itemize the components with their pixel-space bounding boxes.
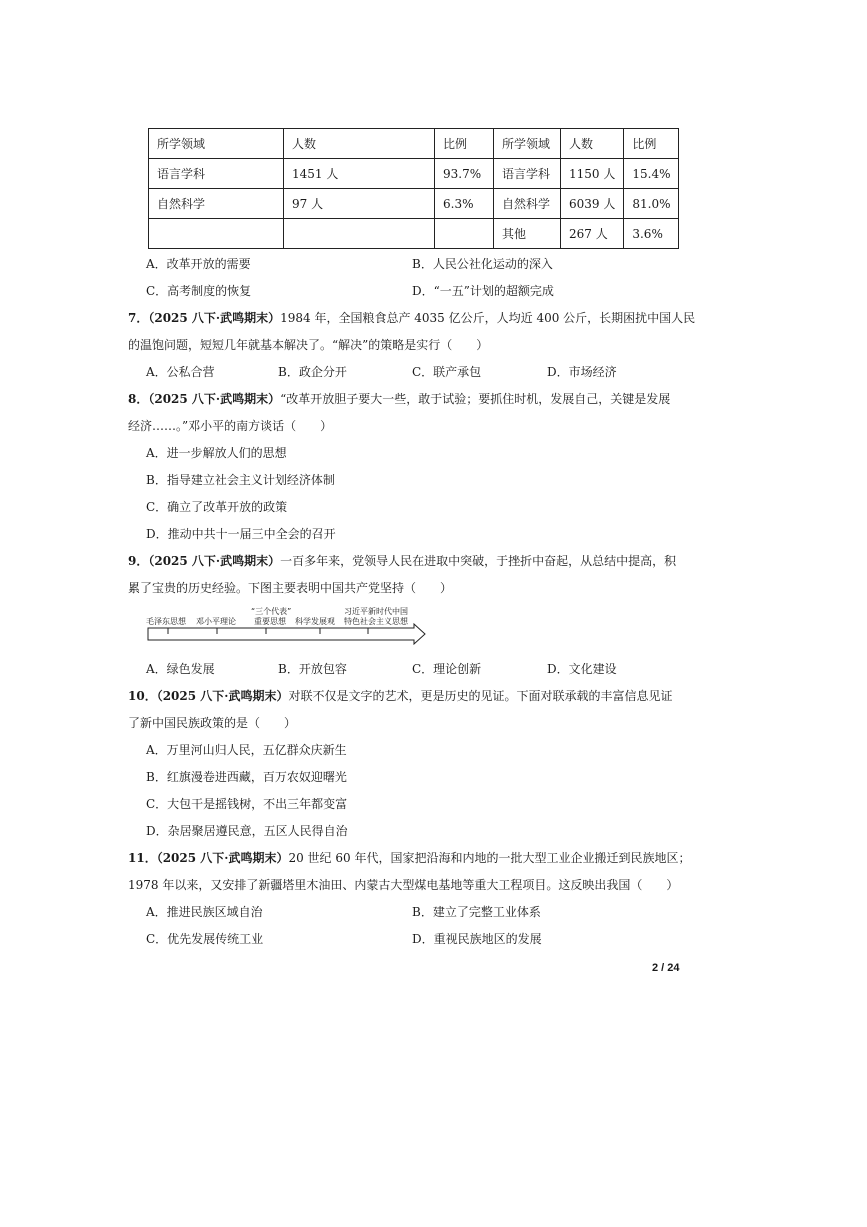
table-cell: 15.4% [624, 159, 679, 189]
table-row [149, 219, 679, 249]
q8-stem-line2: 经济……。”邓小平的南方谈话（ ） [128, 419, 333, 433]
q11-option-d[interactable]: D．重视民族地区的发展 [412, 932, 542, 946]
table-cell: 6.3% [435, 189, 494, 219]
q11-option-a[interactable]: A．推进民族区域自治 [146, 905, 263, 919]
q11-source: 11．（2025 八下·武鸣期末） [128, 851, 289, 865]
table-cell: 81.0% [624, 189, 679, 219]
timeline-label: 习近平新时代中国 [344, 607, 408, 616]
page-number: 2 / 24 [652, 962, 680, 974]
table-cell: 1150 人 [561, 159, 624, 189]
timeline-label: 邓小平理论 [196, 617, 236, 626]
table-cell: 6039 人 [561, 189, 624, 219]
q11-stem-text: 20 世纪 60 年代，国家把沿海和内地的一批大型工业企业搬迁到民族地区； [288, 851, 691, 865]
table-cell: 语言学科 [494, 159, 561, 189]
table-cell [284, 219, 435, 249]
q7-stem-line1 [128, 309, 695, 326]
timeline-label: 重要思想 [254, 617, 286, 626]
q9-stem-line1 [128, 552, 676, 569]
q6-option-b[interactable]: B．人民公社化运动的深入 [412, 257, 553, 271]
table-header-cell: 人数 [561, 129, 624, 159]
table-cell: 其他 [494, 219, 561, 249]
q6-option-d[interactable]: D．“一五”计划的超额完成 [412, 284, 554, 298]
q9-option-b[interactable]: B．开放包容 [278, 662, 347, 676]
q11-option-b[interactable]: B．建立了完整工业体系 [412, 905, 541, 919]
q10-source: 10．（2025 八下·武鸣期末） [128, 689, 289, 703]
table-header-cell: 人数 [284, 129, 435, 159]
q8-stem-line1 [128, 390, 670, 407]
q9-source: 9．（2025 八下·武鸣期末） [128, 554, 281, 568]
q7-option-b[interactable]: B．政企分开 [278, 365, 347, 379]
q10-option-c[interactable]: C．大包干是摇钱树，不出三年都变富 [146, 797, 348, 811]
q10-option-a[interactable]: A．万里河山归人民，五亿群众庆新生 [146, 743, 347, 757]
table-cell: 自然科学 [494, 189, 561, 219]
q8-stem-text: “改革开放胆子要大一些，敢于试验；要抓住时机，发展自己，关键是发展 [280, 392, 671, 406]
table-cell: 93.7% [435, 159, 494, 189]
q8-option-a[interactable]: A．进一步解放人们的思想 [146, 446, 287, 460]
table-cell [149, 219, 284, 249]
q9-stem-text: 一百多年来，党领导人民在进取中突破，于挫折中奋起，从总结中提高，积 [280, 554, 677, 568]
table-cell: 97 人 [284, 189, 435, 219]
table-header-row [149, 129, 679, 159]
table-header-cell: 所学领域 [149, 129, 284, 159]
q11-stem-line2: 1978 年以来，又安排了新疆塔里木油田、内蒙古大型煤电基地等重大工程项目。这反映出我国（ ） [128, 878, 679, 892]
theory-timeline-figure [146, 605, 428, 645]
q7-option-d[interactable]: D．市场经济 [547, 365, 617, 379]
q7-source: 7．（2025 八下·武鸣期末） [128, 311, 281, 325]
q6-option-a[interactable]: A．改革开放的需要 [146, 257, 251, 271]
table-cell: 3.6% [624, 219, 679, 249]
q11-stem-line1 [128, 849, 690, 866]
table-row [149, 159, 679, 189]
q10-stem-line2: 了新中国民族政策的是（ ） [128, 716, 297, 730]
q6-option-c[interactable]: C．高考制度的恢复 [146, 284, 252, 298]
timeline-label: 科学发展观 [295, 617, 335, 626]
timeline-label: 特色社会主义思想 [344, 617, 408, 626]
q9-option-d[interactable]: D．文化建设 [547, 662, 617, 676]
table-row [149, 189, 679, 219]
q10-stem-text: 对联不仅是文字的艺术，更是历史的见证。下面对联承载的丰富信息见证 [288, 689, 673, 703]
q9-stem-line2: 累了宝贵的历史经验。下图主要表明中国共产党坚持（ ） [128, 581, 453, 595]
data-table [148, 128, 679, 249]
q10-option-b[interactable]: B．红旗漫卷进西藏，百万农奴迎曙光 [146, 770, 347, 784]
table-cell [435, 219, 494, 249]
q10-stem-line1 [128, 687, 672, 704]
table-cell: 自然科学 [149, 189, 284, 219]
q11-option-c[interactable]: C．优先发展传统工业 [146, 932, 264, 946]
table-header-cell: 比例 [435, 129, 494, 159]
q9-option-c[interactable]: C．理论创新 [412, 662, 482, 676]
q8-option-b[interactable]: B．指导建立社会主义计划经济体制 [146, 473, 335, 487]
q7-stem-line2: 的温饱问题，短短几年就基本解决了。“解决”的策略是实行（ ） [128, 338, 489, 352]
q7-option-c[interactable]: C．联产承包 [412, 365, 482, 379]
timeline-label: 毛泽东思想 [146, 617, 186, 626]
q8-option-d[interactable]: D．推动中共十一届三中全会的召开 [146, 527, 336, 541]
q8-option-c[interactable]: C．确立了改革开放的政策 [146, 500, 288, 514]
q7-option-a[interactable]: A．公私合营 [146, 365, 215, 379]
table-cell: 267 人 [561, 219, 624, 249]
q7-stem-text: 1984 年，全国粮食总产 4035 亿公斤，人均近 400 公斤，长期困扰中国人民 [280, 311, 696, 325]
table-header-cell: 比例 [624, 129, 679, 159]
timeline-label: “三个代表” [251, 607, 292, 616]
q8-source: 8．（2025 八下·武鸣期末） [128, 392, 281, 406]
table-cell: 语言学科 [149, 159, 284, 189]
q10-option-d[interactable]: D．杂居聚居遵民意，五区人民得自治 [146, 824, 348, 838]
table-cell: 1451 人 [284, 159, 435, 189]
table-header-cell: 所学领域 [494, 129, 561, 159]
q9-option-a[interactable]: A．绿色发展 [146, 662, 215, 676]
